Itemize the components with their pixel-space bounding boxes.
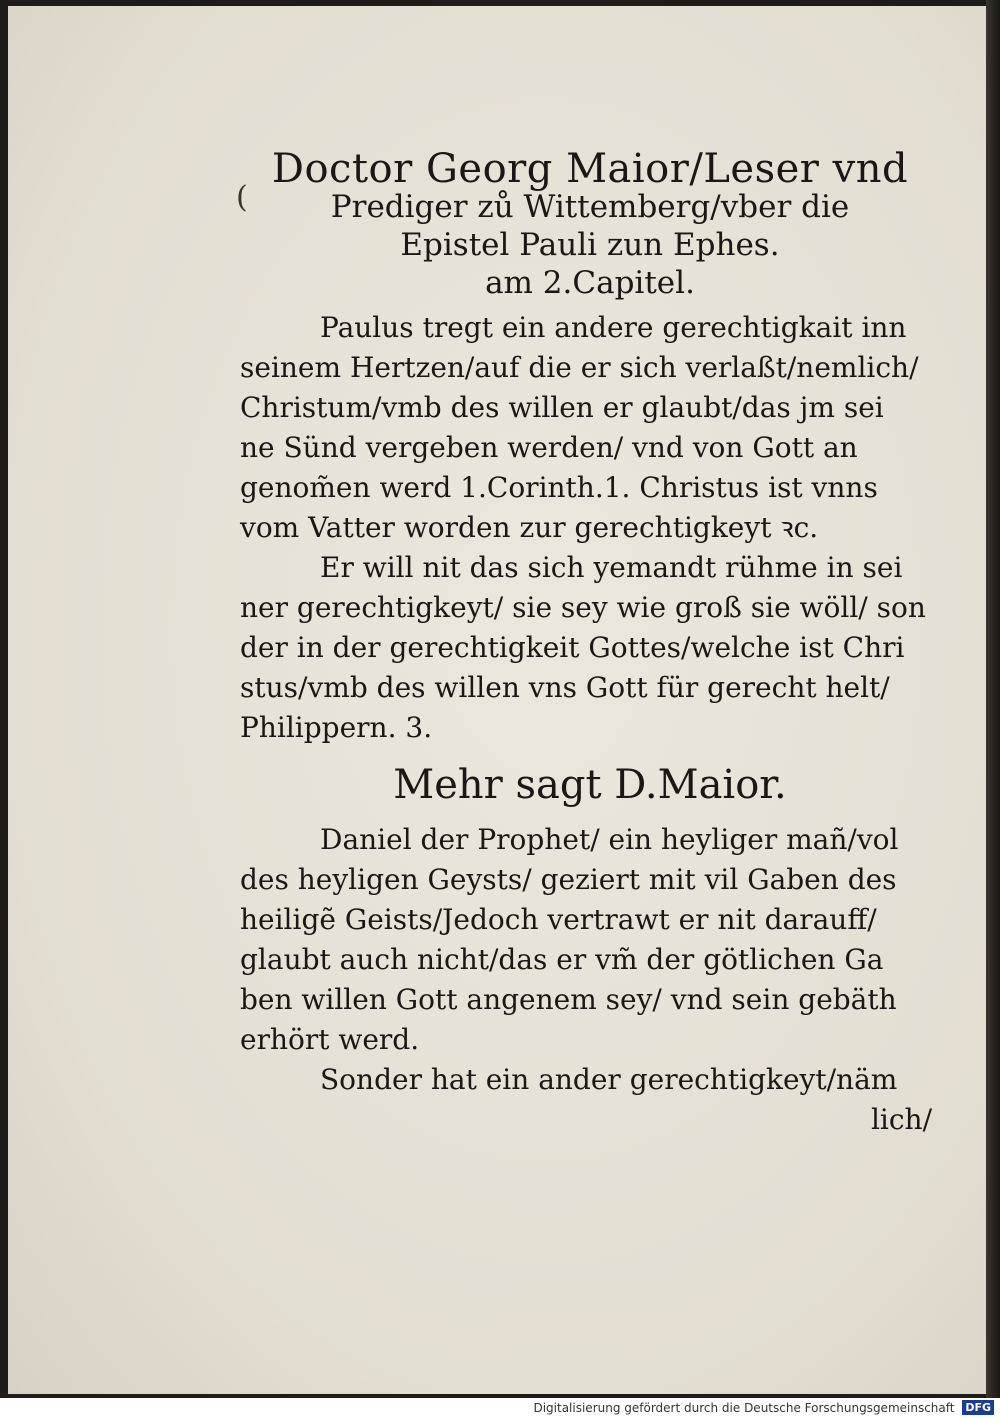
text-line: erhört werd. xyxy=(240,1023,420,1056)
text-line: glaubt auch nicht/das er vm̃ der götlichen Ga xyxy=(240,943,884,976)
page-edge xyxy=(986,0,1000,1398)
title-line-1: Doctor Georg Maior/Leser vnd xyxy=(271,146,909,192)
text-line: des heyligen Geysts/ geziert mit vil Gaben des xyxy=(240,863,897,896)
catchword: lich/ xyxy=(870,1103,932,1136)
footer-bar xyxy=(0,1398,1000,1419)
text-line: ben willen Gott angenem sey/ vnd sein gebäth xyxy=(240,983,897,1016)
dfg-logo: DFG xyxy=(962,1400,994,1415)
text-line: genom̃en werd 1.Corinth.1. Christus ist vnns xyxy=(240,471,878,504)
text-line: seinem Hertzen/auf die er sich verlaßt/nemlich/ xyxy=(240,351,919,384)
paragraph-4 xyxy=(240,1060,940,1140)
title-line-3: Epistel Pauli zun Ephes. xyxy=(400,227,780,263)
margin-mark: ( xyxy=(236,180,248,215)
paragraph-3 xyxy=(240,820,940,1060)
paragraph-2 xyxy=(240,548,940,748)
text-line: Daniel der Prophet/ ein heyliger mañ/vol xyxy=(320,823,899,856)
text-line: heiligẽ Geists/Jedoch vertrawt er nit darauff/ xyxy=(240,903,877,936)
text-line: ne Sünd vergeben werden/ vnd von Gott an xyxy=(240,431,858,464)
text-line: ner gerechtigkeyt/ sie sey wie groß sie wöll/ son xyxy=(240,591,926,624)
title-line-4: am 2.Capitel. xyxy=(485,265,695,301)
title-line-2: Prediger zů Wittemberg/vber die xyxy=(330,189,850,225)
text-line: stus/vmb des willen vns Gott für gerecht helt/ xyxy=(240,671,890,704)
text-line: Philippern. 3. xyxy=(240,711,433,744)
text-line: Sonder hat ein ander gerechtigkeyt/näm xyxy=(320,1063,898,1096)
subheading: Mehr sagt D.Maior. xyxy=(393,762,787,808)
footer-text: Digitalisierung gefördert durch die Deutsche Forschungsgemeinschaft xyxy=(533,1401,955,1415)
text-line: Paulus tregt ein andere gerechtigkait inn xyxy=(320,311,907,344)
text-line: Er will nit das sich yemandt rühme in sei xyxy=(320,551,903,584)
page-title xyxy=(240,146,940,302)
text-line: Christum/vmb des willen er glaubt/das jm sei xyxy=(240,391,884,424)
paragraph-1 xyxy=(240,308,940,548)
text-block xyxy=(240,146,940,1140)
text-line: vom Vatter worden zur gerechtigkeyt ꝛc. xyxy=(240,511,819,544)
text-line: der in der gerechtigkeit Gottes/welche ist Chri xyxy=(240,631,905,664)
